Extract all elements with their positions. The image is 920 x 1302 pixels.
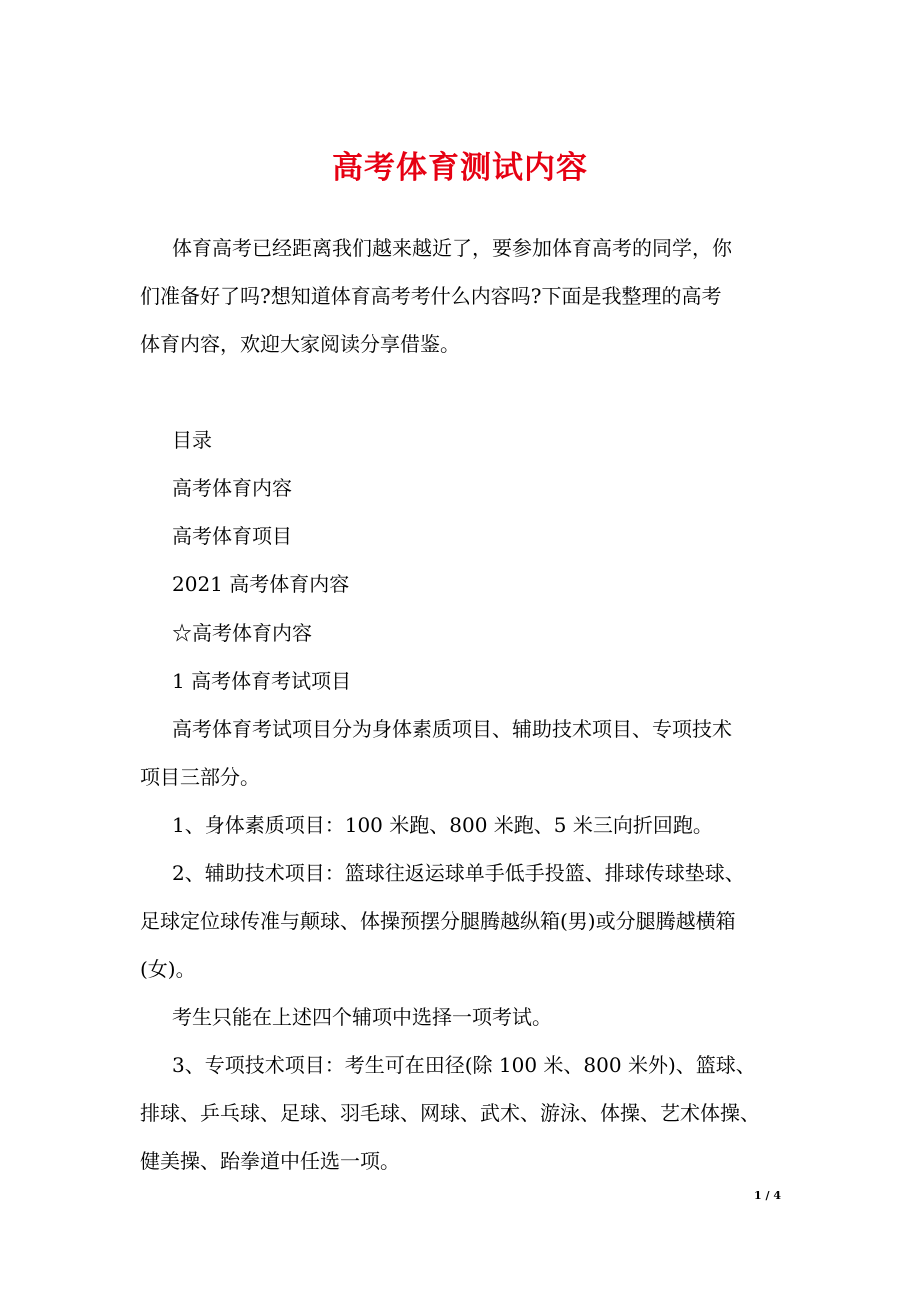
document-title: 高考体育测试内容: [332, 150, 588, 186]
intro-line: 体育高考已经距离我们越来越近了，要参加体育高考的同学，你: [172, 236, 732, 260]
subsection-heading: 1 高考体育考试项目: [172, 669, 352, 693]
intro-line: 体育内容，欢迎大家阅读分享借鉴。: [140, 332, 460, 356]
toc-item[interactable]: 高考体育项目: [172, 524, 292, 548]
paragraph-line: 排球、乒乓球、足球、羽毛球、网球、武术、游泳、体操、艺术体操、: [140, 1101, 760, 1125]
page-number: 1 / 4: [754, 1189, 781, 1202]
paragraph-line: (女)。: [140, 957, 196, 981]
toc-item[interactable]: 2021 高考体育内容: [172, 572, 350, 596]
toc-item[interactable]: 高考体育内容: [172, 476, 292, 500]
paragraph-line: 项目三部分。: [140, 765, 260, 789]
section-heading: ☆高考体育内容: [172, 621, 312, 645]
paragraph-line: 足球定位球传准与颠球、体操预摆分腿腾越纵箱(男)或分腿腾越横箱: [140, 909, 736, 933]
paragraph-line: 高考体育考试项目分为身体素质项目、辅助技术项目、专项技术: [172, 717, 732, 741]
paragraph-line: 健美操、跆拳道中任选一项。: [140, 1149, 400, 1173]
paragraph-line: 考生只能在上述四个辅项中选择一项考试。: [172, 1005, 552, 1029]
paragraph-line: 3、专项技术项目：考生可在田径(除 100 米、800 米外)、篮球、: [172, 1053, 756, 1077]
paragraph-line: 1、身体素质项目：100 米跑、800 米跑、5 米三向折回跑。: [172, 813, 713, 837]
paragraph-line: 2、辅助技术项目：篮球往返运球单手低手投篮、排球传球垫球、: [172, 861, 745, 885]
toc-heading: 目录: [172, 428, 212, 452]
intro-line: 们准备好了吗?想知道体育高考考什么内容吗?下面是我整理的高考: [140, 284, 722, 308]
